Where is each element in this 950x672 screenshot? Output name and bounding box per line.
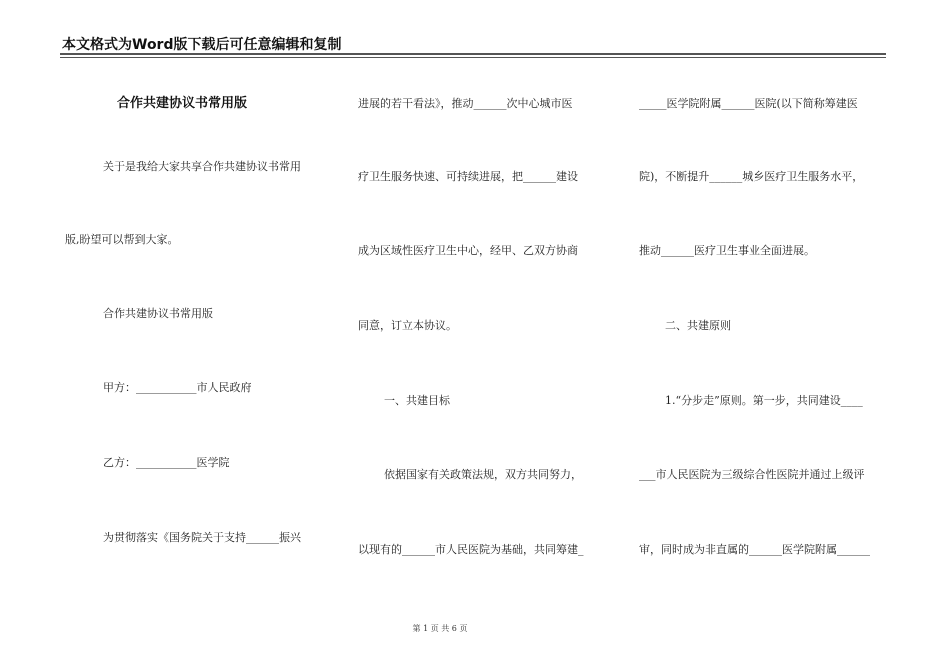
section-heading: 二、共建原则 (665, 319, 731, 332)
paragraph-line: 关于是我给大家共享合作共建协议书常用 (103, 160, 301, 173)
paragraph-line: 审，同时成为非直属的______医学院附属______ (639, 543, 870, 556)
document-header-title: 本文格式为Word版下载后可任意编辑和复制 (62, 37, 342, 53)
paragraph-line: 同意，订立本协议。 (358, 319, 457, 332)
text-column-1 (60, 0, 330, 672)
party-b-line: 乙方：___________医学院 (103, 456, 230, 469)
paragraph-line: 合作共建协议书常用版 (103, 307, 213, 320)
paragraph-line: 推动______医疗卫生事业全面进展。 (639, 244, 815, 257)
party-a-line: 甲方：___________市人民政府 (103, 381, 252, 394)
paragraph-line: 为贯彻落实《国务院关于支持______振兴 (103, 531, 301, 544)
paragraph-line: 疗卫生服务快速、可持续进展，把______建设 (358, 170, 578, 183)
paragraph-line: _____医学院附属______医院(以下简称筹建医 (639, 97, 858, 110)
paragraph-line: 成为区域性医疗卫生中心，经甲、乙双方协商 (358, 244, 578, 257)
text-column-3 (637, 0, 892, 672)
paragraph-line: 1.“分步走”原则。第一步，共同建设____ (665, 394, 863, 407)
paragraph-line: 依据国家有关政策法规，双方共同努力， (384, 468, 582, 481)
article-title: 合作共建协议书常用版 (117, 96, 248, 111)
page-number: 第 1 页 共 6 页 (412, 624, 468, 633)
paragraph-line: 版,盼望可以帮到大家。 (65, 233, 179, 246)
paragraph-line: 院)，不断提升______城乡医疗卫生服务水平， (639, 170, 864, 183)
section-heading: 一、共建目标 (384, 394, 450, 407)
paragraph-line: ___市人民医院为三级综合性医院并通过上级评 (639, 468, 865, 481)
paragraph-line: 以现有的______市人民医院为基础，共同筹建_ (358, 543, 584, 556)
paragraph-line: 进展的若干看法》，推动______次中心城市医 (358, 97, 573, 110)
text-column-2 (356, 0, 626, 672)
